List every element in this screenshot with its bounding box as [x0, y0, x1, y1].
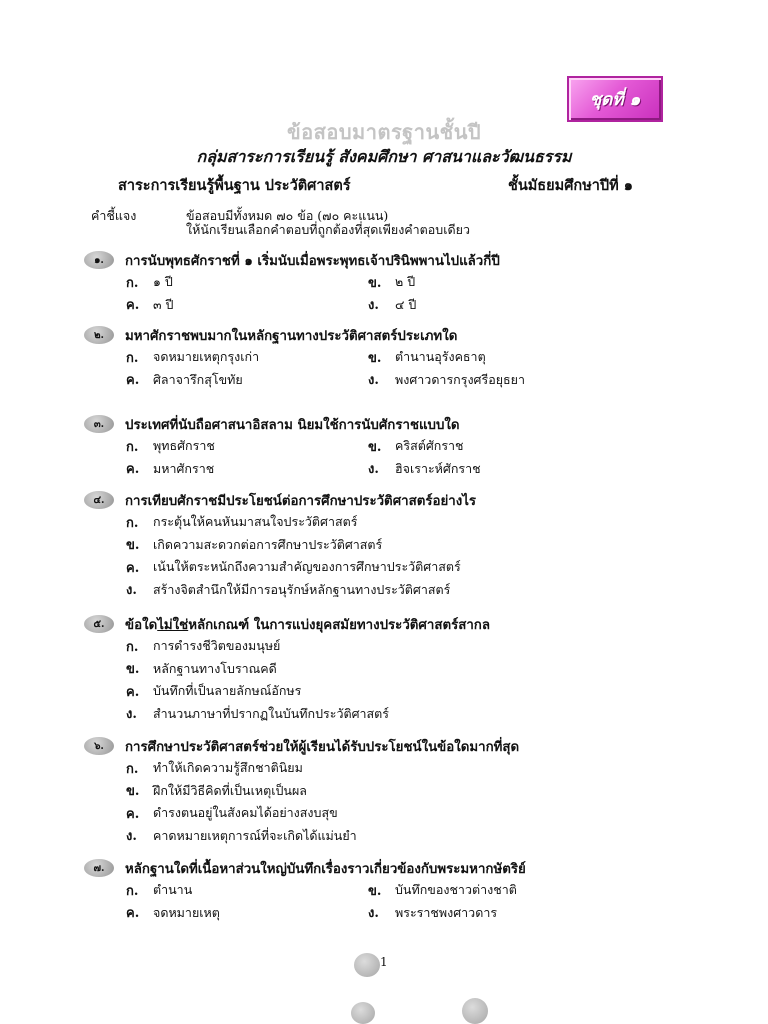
option-text: การดำรงชีวิตของมนุษย์ [153, 638, 281, 654]
exam-set-label: ชุดที่ ๑ [589, 89, 641, 110]
option-letter: ง. [368, 298, 379, 314]
option-letter: ค. [126, 560, 140, 576]
option-d[interactable] [368, 902, 668, 925]
question-2 [84, 324, 734, 391]
option-b[interactable] [126, 658, 626, 681]
option-text: บันทึกที่เป็นลายลักษณ์อักษร [153, 683, 302, 699]
question-text: การนับพุทธศักราชที่ ๑ เริ่มนับเมื่อพระพุทธเจ้าปรินิพพานไปแล้วกี่ปี [125, 253, 500, 269]
page-title: ข้อสอบมาตรฐานชั้นปี [286, 120, 482, 144]
option-text: ๓ ปี [153, 296, 174, 312]
option-letter: ข. [126, 538, 140, 554]
option-c[interactable] [126, 902, 368, 925]
question-number-badge: ๑. [84, 251, 114, 269]
option-a[interactable] [126, 511, 626, 534]
option-c[interactable] [126, 369, 368, 392]
option-text: ๔ ปี [395, 296, 417, 312]
course-heading: สาระการเรียนรู้พื้นฐาน ประวัติศาสตร์ [118, 177, 351, 194]
option-letter: ก. [126, 761, 139, 777]
option-letter: ง. [126, 829, 137, 845]
option-letter: ก. [126, 883, 139, 899]
option-letter: ก. [126, 439, 139, 455]
option-text: เกิดความสะดวกต่อการศึกษาประวัติศาสตร์ [153, 536, 383, 552]
decorative-dot [351, 1002, 375, 1024]
option-text: สำนวนภาษาที่ปรากฏในบันทึกประวัติศาสตร์ [153, 705, 389, 721]
decorative-dot [354, 953, 380, 977]
option-text: ตำนานอุรังคธาตุ [395, 349, 486, 365]
option-b[interactable] [368, 346, 668, 369]
option-a[interactable] [126, 635, 626, 658]
question-number-badge: ๒. [84, 326, 114, 344]
option-text: ศิลาจารึกสุโขทัย [153, 371, 243, 387]
option-letter: ก. [126, 350, 139, 366]
option-b[interactable] [368, 435, 668, 458]
option-letter: ค. [126, 462, 140, 478]
question-6 [84, 735, 734, 847]
option-text: จดหมายเหตุ [153, 904, 220, 920]
question-3 [84, 413, 734, 480]
question-text: ข้อใดไม่ใช่หลักเกณฑ์ ในการแบ่งยุคสมัยทางประวัติศาสตร์สากล [125, 617, 490, 633]
option-a[interactable] [126, 435, 368, 458]
option-text: ฮิจเราะห์ศักราช [395, 460, 481, 476]
question-number-badge: ๖. [84, 737, 114, 755]
option-d[interactable] [126, 703, 626, 726]
option-d[interactable] [368, 458, 668, 481]
question-number-badge: ๗. [84, 859, 114, 877]
option-letter: ง. [126, 583, 137, 599]
option-letter: ค. [126, 298, 140, 314]
option-letter: ค. [126, 906, 140, 922]
question-7 [84, 857, 734, 924]
question-text: การเทียบศักราชมีประโยชน์ต่อการศึกษาประวัติศาสตร์อย่างไร [125, 493, 477, 509]
instructions-line-2: ให้นักเรียนเลือกคำตอบที่ถูกต้องที่สุดเพียงคำตอบเดียว [186, 222, 470, 237]
option-letter: ค. [126, 684, 140, 700]
option-text: พระราชพงศาวดาร [395, 904, 498, 920]
option-b[interactable] [126, 534, 626, 557]
option-letter: ข. [368, 350, 382, 366]
option-text: จดหมายเหตุกรุงเก่า [153, 349, 260, 365]
question-1 [84, 249, 734, 316]
option-text: ๑ ปี [153, 274, 173, 290]
option-letter: ค. [126, 373, 140, 389]
option-letter: ข. [368, 883, 382, 899]
option-text: คาดหมายเหตุการณ์ที่จะเกิดได้แม่นยำ [153, 827, 357, 843]
option-letter: ง. [126, 707, 137, 723]
question-4 [84, 489, 734, 601]
option-letter: ค. [126, 806, 140, 822]
question-text: การศึกษาประวัติศาสตร์ช่วยให้ผู้เรียนได้รับประโยชน์ในข้อใดมากที่สุด [125, 739, 520, 755]
grade-heading: ชั้นมัธยมศึกษาปีที่ ๑ [508, 177, 633, 194]
option-c[interactable] [126, 458, 368, 481]
question-number-badge: ๓. [84, 415, 114, 433]
option-text: มหาศักราช [153, 460, 215, 476]
option-letter: ข. [126, 784, 140, 800]
option-text: หลักฐานทางโบราณคดี [153, 660, 277, 676]
option-text: ดำรงตนอยู่ในสังคมได้อย่างสงบสุข [153, 805, 338, 821]
option-letter: ง. [368, 373, 379, 389]
option-letter: ข. [368, 275, 382, 291]
option-text: บันทึกของชาวต่างชาติ [395, 882, 517, 898]
option-letter: ง. [368, 462, 379, 478]
option-c[interactable] [126, 556, 626, 579]
option-d[interactable] [368, 294, 668, 317]
option-letter: ก. [126, 275, 139, 291]
question-5 [84, 613, 734, 725]
option-a[interactable] [126, 271, 368, 294]
option-a[interactable] [126, 346, 368, 369]
question-number-badge: ๕. [84, 615, 114, 633]
decorative-dot [462, 998, 488, 1024]
question-text: มหาศักราชพบมากในหลักฐานทางประวัติศาสตร์ประเภทใด [125, 328, 458, 344]
option-letter: ก. [126, 515, 139, 531]
option-letter: ข. [126, 662, 140, 678]
option-letter: ข. [368, 439, 382, 455]
question-text: หลักฐานใดที่เนื้อหาส่วนใหญ่บันทึกเรื่องราวเกี่ยวข้องกับพระมหากษัตริย์ [125, 861, 526, 877]
option-b[interactable] [368, 271, 668, 294]
option-a[interactable] [126, 757, 626, 780]
instructions-label: คำชี้แจง [91, 208, 137, 223]
instructions-line-1: ข้อสอบมีทั้งหมด ๗๐ ข้อ (๗๐ คะแนน) [186, 208, 389, 223]
option-d[interactable] [368, 369, 668, 392]
question-number-badge: ๔. [84, 491, 114, 509]
option-a[interactable] [126, 879, 368, 902]
option-d[interactable] [126, 825, 626, 848]
option-text: พุทธศักราช [153, 438, 215, 454]
option-text: คริสต์ศักราช [395, 438, 464, 454]
option-c[interactable] [126, 294, 368, 317]
option-c[interactable] [126, 680, 626, 703]
emphasis-underline: ไม่ใช่ [157, 617, 189, 633]
option-letter: ง. [368, 906, 379, 922]
option-c[interactable] [126, 802, 626, 825]
option-d[interactable] [126, 579, 626, 602]
question-text: ประเทศที่นับถือศาสนาอิสลาม นิยมใช้การนับศักราชแบบใด [125, 417, 460, 433]
option-letter: ก. [126, 639, 139, 655]
subject-heading: กลุ่มสาระการเรียนรู้ สังคมศึกษา ศาสนาและวัฒนธรรม [196, 147, 572, 166]
option-text: ๒ ปี [395, 274, 416, 290]
option-text: พงศาวดารกรุงศรีอยุธยา [395, 371, 526, 387]
option-b[interactable] [126, 780, 626, 803]
option-text: ทำให้เกิดความรู้สึกชาตินิยม [153, 760, 303, 776]
option-text: เน้นให้ตระหนักถึงความสำคัญของการศึกษาประวัติศาสตร์ [153, 559, 461, 575]
page-number: 1 [380, 955, 388, 969]
option-text: ตำนาน [153, 882, 193, 898]
option-text: ฝึกให้มีวิธีคิดที่เป็นเหตุเป็นผล [153, 782, 307, 798]
option-text: สร้างจิตสำนึกให้มีการอนุรักษ์หลักฐานทางประวัติศาสตร์ [153, 581, 451, 597]
option-text: กระตุ้นให้คนหันมาสนใจประวัติศาสตร์ [153, 514, 358, 530]
option-b[interactable] [368, 879, 668, 902]
